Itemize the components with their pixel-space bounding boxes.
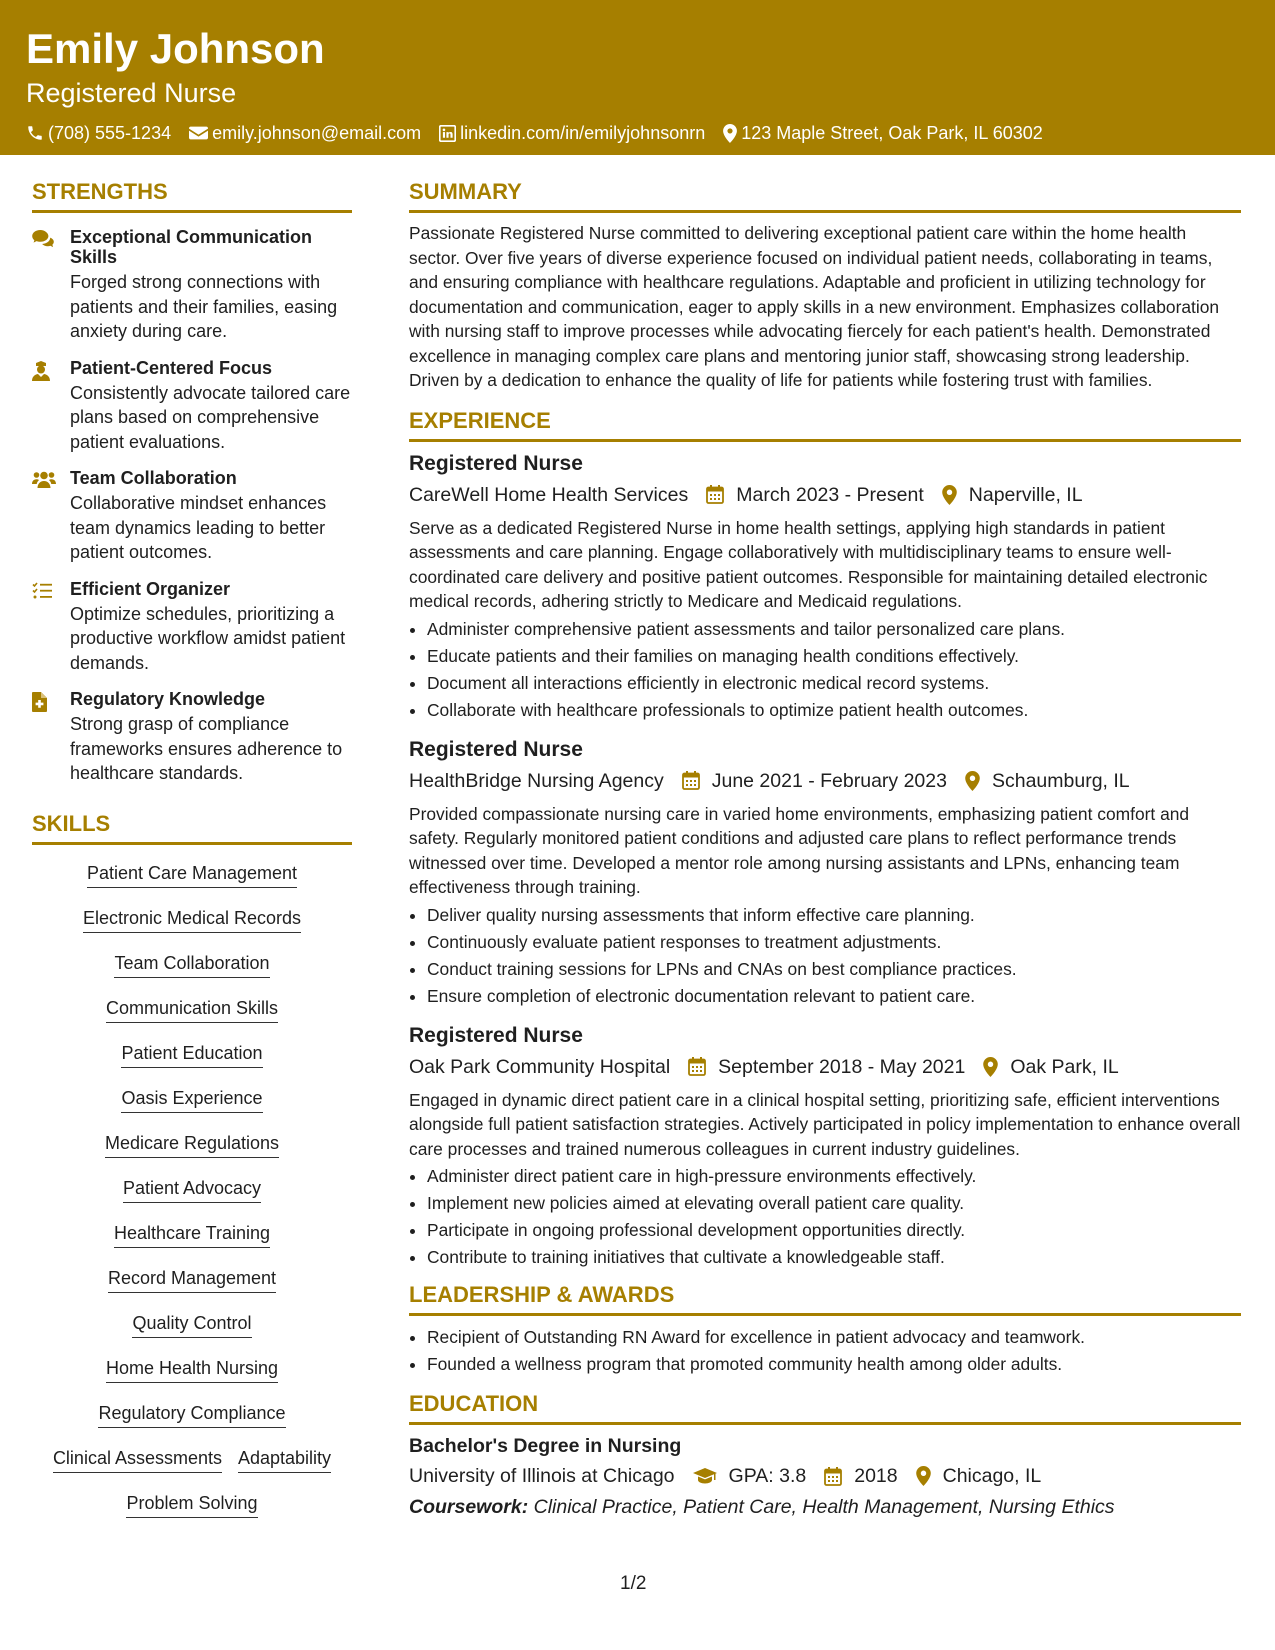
list-item: • Contribute to training initiatives that cultivate a knowledgeable staff. <box>427 1244 1241 1271</box>
map-marker-icon <box>983 1057 998 1077</box>
contact-phone[interactable] <box>26 122 171 144</box>
candidate-name: Emily Johnson <box>26 25 325 72</box>
strength-item <box>32 227 352 344</box>
list-item: • Founded a wellness program that promoted community health among older adults. <box>427 1351 1241 1378</box>
strength-desc: Optimize schedules, prioritizing a productive workflow amidst patient demands. <box>70 603 346 673</box>
year-text: 2018 <box>854 1465 898 1487</box>
skill-tag: Adaptability <box>238 1446 331 1473</box>
linkedin-icon <box>439 125 456 142</box>
list-item: • Collaborate with healthcare professionals to optimize patient health outcomes. <box>427 697 1241 724</box>
page-number: 1/2 <box>620 1573 647 1594</box>
school-name <box>409 1461 675 1491</box>
skill-tag: Record Management <box>108 1266 276 1293</box>
job-meta <box>409 766 1241 796</box>
skills-list <box>32 857 352 1532</box>
skill-tag: Home Health Nursing <box>106 1356 278 1383</box>
education-location <box>916 1461 1042 1491</box>
map-marker-icon <box>916 1466 931 1486</box>
calendar-icon <box>706 485 724 504</box>
list-item: • Participate in ongoing professional development opportunities directly. <box>427 1217 1241 1244</box>
job-description: Provided compassionate nursing care in varied home environments, emphasizing patient comfort and safety. Regularly monitored patient conditions and adjusted care plans to reflect performance trends witnessed over time. Developed a mentor role among nursing assistants and LPNs, enhancing team effectiveness through training. <box>409 803 1190 897</box>
education-heading: EDUCATION <box>409 1390 1241 1425</box>
gpa-text: GPA: 3.8 <box>728 1465 807 1487</box>
checklist-icon <box>32 582 52 600</box>
strength-item <box>32 468 352 565</box>
job-location <box>983 1052 1118 1082</box>
coursework <box>409 1493 1241 1521</box>
gpa <box>693 1461 807 1491</box>
left-column <box>32 178 352 1532</box>
location-text: Chicago, IL <box>942 1465 1042 1487</box>
strength-title: Team Collaboration <box>70 468 237 488</box>
list-item: • Implement new policies aimed at elevating overall patient care quality. <box>427 1190 1241 1217</box>
skill-tag: Clinical Assessments <box>53 1446 222 1473</box>
map-marker-icon <box>965 771 980 791</box>
leadership-heading: LEADERSHIP & AWARDS <box>409 1281 1241 1316</box>
dates-text: June 2021 - February 2023 <box>711 769 947 792</box>
job-bullets <box>409 616 1241 724</box>
dates-text: March 2023 - Present <box>736 483 924 506</box>
skill-tag: Patient Care Management <box>87 861 297 888</box>
map-marker-icon <box>723 124 737 143</box>
list-item: • Administer comprehensive patient assessments and tailor personalized care plans. <box>427 616 1241 643</box>
skill-tag: Problem Solving <box>126 1491 257 1518</box>
coursework-label: Coursework: <box>409 1496 529 1518</box>
company-name: Oak Park Community Hospital <box>409 1055 671 1078</box>
degree-title: Bachelor's Degree in Nursing <box>409 1435 682 1457</box>
job-dates <box>682 766 947 796</box>
strength-desc: Strong grasp of compliance frameworks ensures adherence to healthcare standards. <box>70 714 343 783</box>
company-name: HealthBridge Nursing Agency <box>409 769 664 792</box>
list-item: • Conduct training sessions for LPNs and CNAs on best compliance practices. <box>427 956 1241 983</box>
skills-heading: SKILLS <box>32 810 352 845</box>
skill-tag: Medicare Regulations <box>105 1131 279 1158</box>
skill-row <box>32 1262 352 1307</box>
strength-desc: Forged strong connections with patients and their families, easing anxiety during care. <box>70 272 338 341</box>
skill-row <box>32 902 352 947</box>
skill-tag: Patient Education <box>121 1041 262 1068</box>
skill-row <box>32 1487 352 1532</box>
strength-item <box>32 358 352 455</box>
phone-text: (708) 555-1234 <box>48 123 172 143</box>
skill-tag: Team Collaboration <box>114 951 269 978</box>
job-bullets <box>409 902 1241 1010</box>
job-description: Engaged in dynamic direct patient care in a clinical hospital setting, prioritizing safe, efficient interventions alongside full patient satisfaction strategies. Actively participated in policy implementation to enhance overall care processes and trained numerous colleagues in current industry guidelines. <box>409 1089 1241 1159</box>
user-nurse-icon <box>32 361 50 381</box>
skill-row <box>32 1307 352 1352</box>
skill-row <box>32 857 352 902</box>
coursework-text: Clinical Practice, Patient Care, Health Management, Nursing Ethics <box>533 1496 1115 1518</box>
users-icon <box>32 471 56 488</box>
candidate-title: Registered Nurse <box>26 78 237 108</box>
job-title: Registered Nurse <box>409 737 583 761</box>
summary-heading: SUMMARY <box>409 178 1241 213</box>
skill-tag: Regulatory Compliance <box>98 1401 285 1428</box>
right-column <box>409 178 1241 1521</box>
job-meta <box>409 1052 1241 1082</box>
list-item: • Recipient of Outstanding RN Award for excellence in patient advocacy and teamwork. <box>427 1324 1241 1351</box>
experience-list <box>409 450 1241 1272</box>
skill-row <box>32 1352 352 1397</box>
leadership-list <box>409 1324 1241 1378</box>
map-marker-icon <box>942 485 957 505</box>
strength-item <box>32 689 352 786</box>
list-item: • Administer direct patient care in high-pressure environments effectively. <box>427 1163 1241 1190</box>
contact-linkedin[interactable] <box>439 122 705 144</box>
job-title: Registered Nurse <box>409 451 583 475</box>
strength-item <box>32 579 352 676</box>
summary-text: Passionate Registered Nurse committed to delivering exceptional patient care within the home health sector. Over five years of diverse experience focused on individual patient needs, collaborating in teams, and ensuring compliance with healthcare regulations. Adaptable and proficient in utilizing technology for documentation and communication, eager to apply skills in a new environment. Emphasizes collaboration with nursing staff to improve processes while advocating fiercely for each patient's health. Demonstrated excellence in managing complex care plans and mentoring junior staff, showcasing strong leadership. Driven by a dedication to enhance the quality of life for patients while fostering trust with families. <box>409 223 1220 390</box>
location-text: Naperville, IL <box>968 483 1083 506</box>
contact-bar <box>26 122 1249 144</box>
company-name: CareWell Home Health Services <box>409 483 689 506</box>
file-medical-icon <box>32 692 47 712</box>
phone-icon <box>26 124 44 142</box>
linkedin-text: linkedin.com/in/emilyjohnsonrn <box>460 123 706 143</box>
skill-row <box>32 1217 352 1262</box>
skill-tag: Electronic Medical Records <box>83 906 301 933</box>
calendar-icon <box>824 1467 842 1486</box>
skill-row <box>32 1127 352 1172</box>
location-text: Schaumburg, IL <box>991 769 1130 792</box>
strength-title: Patient-Centered Focus <box>70 357 273 378</box>
skill-row <box>32 1037 352 1082</box>
job-meta <box>409 480 1241 510</box>
calendar-icon <box>682 771 700 790</box>
job-dates <box>688 1052 965 1082</box>
skill-row <box>32 1172 352 1217</box>
list-item: • Continuously evaluate patient responses to treatment adjustments. <box>427 929 1241 956</box>
strength-desc: Consistently advocate tailored care plans based on comprehensive patient evaluations. <box>70 382 351 452</box>
skill-tag: Quality Control <box>132 1311 251 1338</box>
strength-title: Efficient Organizer <box>70 578 231 599</box>
list-item: • Ensure completion of electronic documentation relevant to patient care. <box>427 983 1241 1010</box>
email-text: emily.johnson@email.com <box>212 123 422 143</box>
job-title: Registered Nurse <box>409 1023 583 1047</box>
job-entry <box>409 1022 1241 1272</box>
contact-email[interactable] <box>189 122 421 144</box>
skill-tag: Communication Skills <box>106 996 278 1023</box>
contact-address <box>723 122 1043 144</box>
skill-row <box>32 1397 352 1442</box>
strengths-heading: STRENGTHS <box>32 178 352 213</box>
skill-row <box>32 1082 352 1127</box>
skill-tag: Healthcare Training <box>114 1221 270 1248</box>
dates-text: September 2018 - May 2021 <box>718 1055 966 1078</box>
list-item: • Deliver quality nursing assessments that inform effective care planning. <box>427 902 1241 929</box>
graduation-cap-icon <box>693 1468 717 1484</box>
strength-title: Exceptional Communication Skills <box>70 227 313 267</box>
address-text: 123 Maple Street, Oak Park, IL 60302 <box>741 123 1043 143</box>
strength-title: Regulatory Knowledge <box>70 689 266 709</box>
experience-heading: EXPERIENCE <box>409 407 1241 442</box>
job-dates <box>706 480 924 510</box>
skill-row <box>32 1442 352 1487</box>
strength-desc: Collaborative mindset enhances team dynamics leading to better patient outcomes. <box>70 493 327 562</box>
envelope-icon <box>189 125 208 141</box>
calendar-icon <box>688 1057 706 1076</box>
resume-header <box>0 0 1275 155</box>
list-item: • Educate patients and their families on managing health conditions effectively. <box>427 643 1241 670</box>
skill-row <box>32 947 352 992</box>
job-entry <box>409 736 1241 1010</box>
comments-icon <box>32 230 54 248</box>
skill-tag: Oasis Experience <box>121 1086 262 1113</box>
skill-row <box>32 992 352 1037</box>
school-text: University of Illinois at Chicago <box>409 1465 675 1487</box>
skill-tag: Patient Advocacy <box>123 1176 261 1203</box>
job-location <box>965 766 1130 796</box>
job-bullets <box>409 1163 1241 1271</box>
graduation-year <box>824 1461 897 1491</box>
list-item: • Document all interactions efficiently in electronic medical record systems. <box>427 670 1241 697</box>
job-description: Serve as a dedicated Registered Nurse in home health settings, applying high standards in patient assessments and care planning. Engage collaboratively with multidisciplinary teams to ensure well-coordinated care delivery and positive patient outcomes. Responsible for maintaining detailed electronic medical records, adhering strictly to Medicare and Medicaid regulations. <box>409 517 1208 611</box>
education-meta <box>409 1461 1241 1491</box>
job-entry <box>409 450 1241 724</box>
location-text: Oak Park, IL <box>1010 1055 1119 1078</box>
job-location <box>942 480 1083 510</box>
